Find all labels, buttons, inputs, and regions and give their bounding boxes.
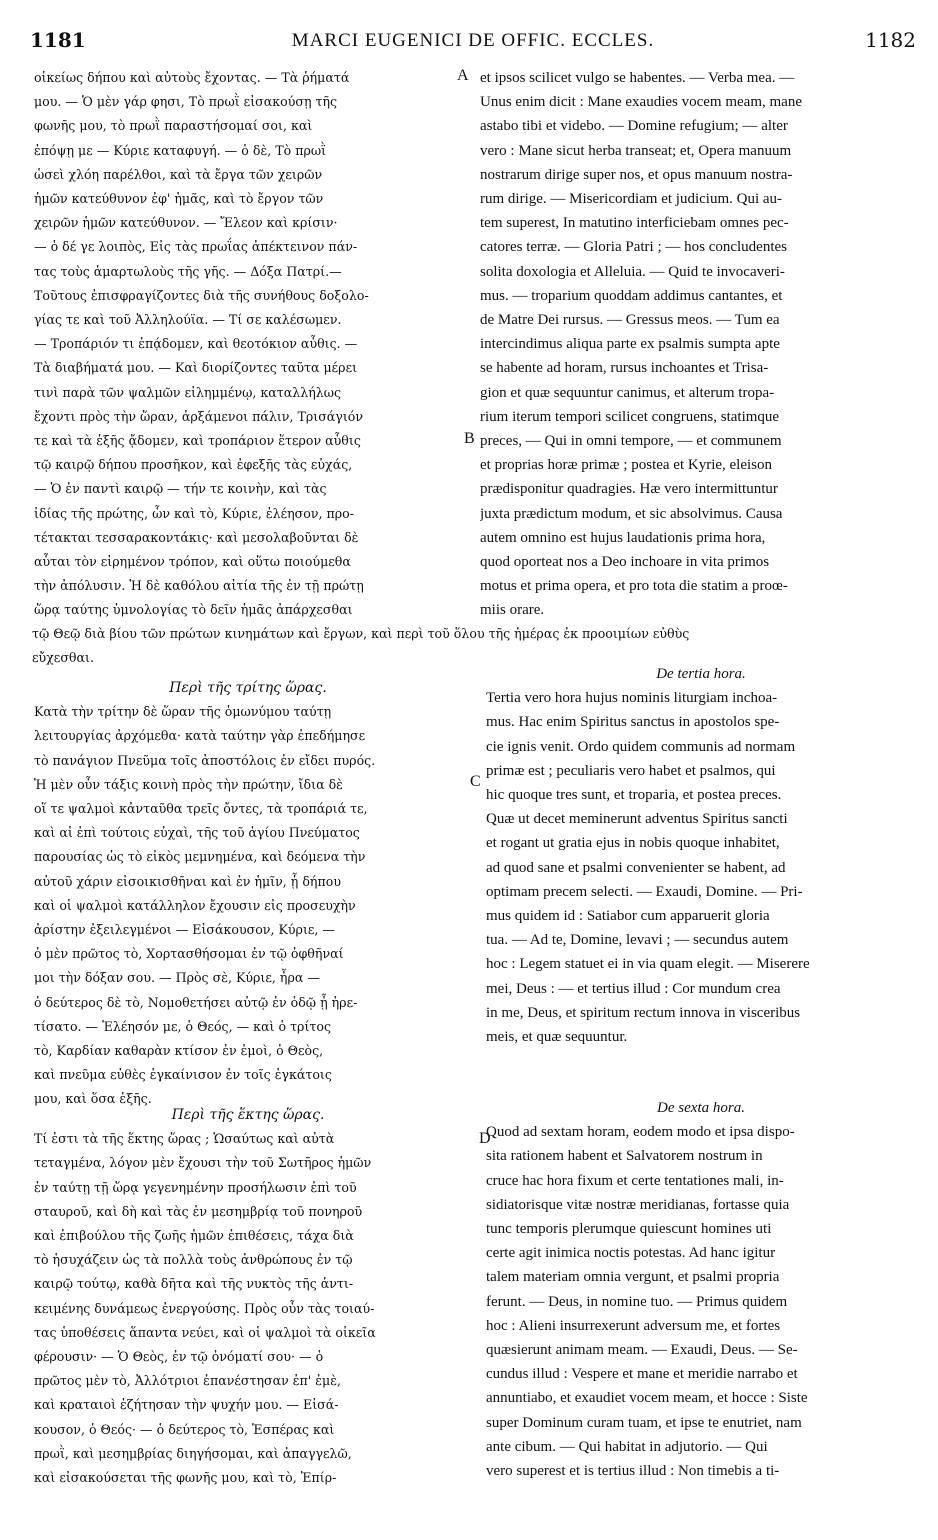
text-line: πρωῒ, καὶ μεσημβρίας διηγήσομαι, καὶ ἀπαγγελῶ,	[34, 1445, 352, 1461]
text-line: hoc : Legem statuet ei in via quam elegit. — Miserere	[486, 956, 810, 973]
text-line: miis orare.	[480, 602, 545, 619]
greek-column-top	[34, 66, 462, 623]
text-line: τας τοὺς ἁμαρτωλοὺς τῆς γῆς. — Δόξα Πατρί.—	[34, 263, 342, 279]
latin-tertia-heading: De tertia hora.	[656, 666, 746, 682]
text-line: de Matre Dei rursus. — Gressus meos. — Tum ea	[480, 312, 780, 329]
latin-sexta-section	[486, 1096, 916, 1483]
text-line: τῷ καιρῷ δήπου προσῆκον, καὶ ἐφεξῆς τὰς εὐχάς,	[34, 457, 353, 473]
text-line: et proprias horæ primæ ; postea et Kyrie, eleison	[480, 457, 773, 474]
text-line: κουσον, ὁ Θεός· — ὁ δεύτερος τὸ, Ἑσπέρας καὶ	[34, 1421, 335, 1437]
text-line: Τί ἐστι τὰ τῆς ἕκτης ὥρας ; Ὡσαύτως καὶ αὐτὰ	[34, 1131, 335, 1147]
text-line: τὴν ἀπόλυσιν. Ἡ δὲ καθόλου αἰτία τῆς ἐν τῇ πρώτῃ	[34, 578, 364, 594]
text-line: Κατὰ τὴν τρίτην δὲ ὥραν τῆς ὁμωνύμου ταύτῃ	[34, 704, 332, 720]
text-line: ad quod sane et psalmi convenienter se habent, ad	[486, 859, 786, 876]
greek-tertia-heading: Περὶ τῆς τρίτης ὥρας.	[169, 680, 327, 696]
text-line: et rogant ut gratia ejus in nobis quoque inhabitet,	[486, 835, 780, 852]
margin-letter-d: D	[479, 1130, 491, 1147]
text-line: Quod ad sextam horam, eodem modo et ipsa dispo-	[486, 1124, 795, 1141]
text-line: et ipsos scilicet vulgo se habentes. — Verba mea. —	[480, 70, 795, 86]
page-number-right: 1182	[865, 28, 916, 52]
text-line: tunc temporis plerumque quiescunt homines uti	[486, 1221, 772, 1238]
greek-sexta-heading: Περὶ τῆς ἕκτης ὥρας.	[171, 1107, 325, 1123]
text-line: φέρουσιν· — Ὁ Θεὸς, ἐν τῷ ὀνόματί σου· — ὁ	[34, 1349, 324, 1365]
text-line: cie ignis venit. Ordo quidem communis ad normam	[486, 738, 796, 755]
text-line: Quæ ut decet meminerunt adventus Spiritus sancti	[486, 811, 788, 828]
text-line: hic quoque tres sunt, et troparia, et postea preces.	[486, 787, 782, 804]
text-line: talem materiam omnia vergunt, et psalmi propria	[486, 1269, 780, 1286]
text-line: καιρῷ τούτῳ, καθὰ δῆτα καὶ τῆς νυκτὸς τῆς ἀντι-	[34, 1276, 354, 1292]
text-line: χειρῶν ἡμῶν κατεύθυνον. — Ἔλεον καὶ κρίσιν·	[34, 215, 338, 231]
text-line: primæ est ; peculiaris vero habet et psalmos, qui	[486, 762, 776, 779]
text-line: cundus illud : Vespere et mane et meridie narrabo et	[486, 1366, 798, 1383]
text-line: καὶ πνεῦμα εὐθὲς ἐγκαίνισον ἐν τοῖς ἐγκάτοις	[34, 1067, 332, 1083]
text-line: τὸ, Καρδίαν καθαρὰν κτίσον ἐν ἐμοὶ, ὁ Θεὸς,	[34, 1043, 324, 1059]
text-line: καὶ εἰσακούσεται τῆς φωνῆς μου, καὶ τὸ, Ἐπίρ-	[34, 1470, 337, 1486]
text-line: ὁ μὲν πρῶτος τὸ, Χορτασθήσομαι ἐν τῷ ὀφθῆναί	[34, 946, 344, 962]
text-line: γίας τε καὶ τοῦ Ἀλληλούϊα. — Τί σε καλέσωμεν.	[34, 312, 342, 328]
text-line: certe agit inimica noctis potestas. Ad hanc igitur	[486, 1245, 776, 1262]
text-line: οἵ τε ψαλμοὶ κἀνταῦθα τρεῖς ὄντες, τὰ τροπάριά τε,	[34, 801, 368, 817]
text-line: meis, et quæ sequuntur.	[486, 1029, 628, 1046]
text-line: — ὁ δέ γε λοιπὸς, Εἰς τὰς πρωΐας ἀπέκτεινον πάν-	[34, 239, 358, 255]
text-line: juxta prædictum modum, et sic absolvimus. Causa	[480, 505, 783, 522]
text-line: preces, — Qui in omni tempore, — et communem	[480, 433, 782, 450]
text-line: μου, καὶ ὅσα ἑξῆς.	[34, 1091, 152, 1107]
text-line: τὸ πανάγιον Πνεῦμα τοῖς ἀποστόλοις ἐν εἴδει πυρός.	[34, 752, 376, 768]
greek-tertia-body	[34, 700, 462, 1111]
text-line: τέτακται τεσσαρακοντάκις· καὶ μεσολαβοῦνται δὲ	[34, 529, 359, 545]
text-line: ἰδίας τῆς πρώτης, ὧν καὶ τὸ, Κύριε, ἐλέησον, προ-	[34, 505, 355, 521]
text-line: φωνῆς μου, τὸ πρωῒ παραστήσομαί σοι, καὶ	[34, 118, 313, 134]
text-line: τὸ ἡσυχάζειν ὡς τὰ πολλὰ τοὺς ἀνθρώπους ἐν τῷ	[34, 1252, 353, 1268]
text-line: Τοῦτους ἐπισφραγίζοντες διὰ τῆς συνήθους δοξολο-	[34, 287, 369, 303]
text-line: Tertia vero hora hujus nominis liturgiam inchoa-	[486, 690, 778, 707]
text-line: ἀρίστην ἐξειλεγμένοι — Εἰσάκουσον, Κύριε, —	[34, 922, 336, 938]
text-line: ἐν ταύτῃ τῇ ὥρᾳ γεγενημένην προσήλωσιν ἐπὶ τοῦ	[34, 1179, 357, 1195]
text-line: rum dirige. — Misericordiam et judicium. Qui au-	[480, 191, 783, 208]
text-line: καὶ οἱ ψαλμοὶ κατάλληλον ἔχουσιν εἰς προσευχὴν	[34, 897, 356, 913]
greek-full-line-end: εὔχεσθαι.	[32, 650, 94, 666]
text-line: ante cibum. — Qui habitat in adjutorio. — Qui	[486, 1438, 768, 1455]
text-line: vero : Mane sicut herba transeat; et, Opera manuum	[480, 142, 792, 159]
text-line: se habente ad horam, rursus inchoantes et Trisa-	[480, 360, 769, 377]
text-line: sita rationem habent et Salvatorem nostrum in	[486, 1148, 763, 1165]
text-line: τεταγμένα, λόγον μὲν ἔχουσι τὴν τοῦ Σωτῆρος ἡμῶν	[34, 1155, 372, 1171]
text-line: οἰκείως δήπου καὶ αὐτοὺς ἔχοντας. — Τὰ ῥήματά	[34, 70, 350, 85]
text-line: κειμένης δυνάμεως ἐνεργούσης. Πρὸς οὖν τὰς τοιαύ-	[34, 1300, 375, 1316]
text-line: τινὶ παρὰ τῶν ψαλμῶν εἰλημμένῳ, καταλλήλως	[34, 384, 342, 400]
text-line: astabo tibi et videbo. — Domine refugium; — alter	[480, 118, 788, 135]
text-line: καὶ αἱ ἐπὶ τούτοις εὐχαὶ, τῆς τοῦ ἁγίου Πνεύματος	[34, 825, 360, 841]
text-line: quæsierunt animam meam. — Exaudi, Deus. — Se-	[486, 1342, 798, 1359]
latin-tertia-body	[486, 686, 916, 1049]
text-line: sidiatorisque vitæ nostræ meridianas, fortasse quia	[486, 1196, 790, 1213]
margin-letter-c: C	[470, 773, 481, 790]
latin-column-top	[480, 66, 916, 623]
text-line: ἡμῶν κατεύθυνον ἐφ' ἡμᾶς, καὶ τὸ ἔργον τῶν	[34, 191, 324, 207]
text-line: μου. — Ὁ μὲν γάρ φησι, Τὸ πρωῒ εἰσακούσῃ τῆς	[34, 94, 338, 110]
latin-sexta-body	[486, 1120, 916, 1483]
text-line: μοι τὴν δόξαν σου. — Πρὸς σὲ, Κύριε, ἦρα —	[34, 970, 320, 986]
text-line: nostrarum dirige super nos, et opus manuum nostra-	[480, 166, 793, 183]
text-line: πρῶτος μὲν τὸ, Ἀλλότριοι ἐπανέστησαν ἐπ' ἐμὲ,	[34, 1373, 341, 1389]
greek-sexta-body	[34, 1127, 462, 1490]
text-line: motus et prima opera, et pro tota die statim a proœ-	[480, 578, 788, 595]
running-header	[30, 28, 916, 58]
text-line: ἐπόψῃ με — Κύριε καταφυγή. — ὁ δὲ, Τὸ πρωῒ	[34, 142, 327, 158]
text-line: ferunt. — Deus, in nomine tuo. — Primus quidem	[486, 1293, 788, 1310]
text-line: ὡσεὶ χλόη παρέλθοι, καὶ τὰ ἔργα τῶν χειρῶν	[34, 166, 323, 182]
greek-tertia-section	[34, 676, 462, 1112]
greek-sexta-section	[34, 1103, 462, 1490]
text-line: tem superest, In matutino interficiebam omnes pec-	[480, 215, 789, 232]
text-line: vero superest et is tertius illud : Non timebis a ti-	[486, 1463, 780, 1480]
text-line: καὶ κραταιοὶ ἐζήτησαν τὴν ψυχήν μου. — Εἰσά-	[34, 1397, 339, 1413]
page-number-left: 1181	[30, 28, 86, 52]
text-line: καὶ ἐπιβούλου τῆς ζωῆς ἡμῶν ἐπιθέσεις, τάχα διὰ	[34, 1228, 354, 1244]
text-line: τας ὑποθέσεις ἅπαντα νεύει, καὶ οἱ ψαλμοὶ τὰ οἰκεῖα	[34, 1324, 376, 1340]
text-line: gion et quæ sequuntur canimus, et alterum tropa-	[480, 384, 775, 401]
text-line: ὁ δεύτερος δὲ τὸ, Νομοθετήσει αὐτῷ ἐν ὁδῷ ᾗ ἡρε-	[34, 994, 358, 1010]
running-title: MARCI EUGENICI DE OFFIC. ECCLES.	[291, 30, 655, 51]
text-line: — Ὁ ἐν παντὶ καιρῷ — τήν τε κοινὴν, καὶ τὰς	[34, 481, 327, 497]
text-line: τίσατο. — Ἐλέησόν με, ὁ Θεός, — καὶ ὁ τρίτος	[34, 1018, 331, 1034]
text-line: ὥρᾳ ταύτης ὑμνολογίας τὸ δεῖν ἡμᾶς ἀπάρχεσθαι	[34, 602, 353, 618]
text-line: intercindimus aliqua parte ex psalmis sumpta apte	[480, 336, 780, 353]
text-line: solita doxologia et Alleluia. — Quid te invocaveri-	[480, 263, 785, 280]
text-line: annuntiabo, et exaudiet vocem meam, et hocce : Siste	[486, 1390, 808, 1407]
margin-letter-b: B	[464, 430, 475, 447]
text-line: mus. — troparium quoddam addimus cantantes, et	[480, 287, 783, 304]
text-line: quod oporteat nos a Deo inchoare in vita primos	[480, 554, 770, 571]
text-line: hoc : Alieni insurrexerunt adversum me, et fortes	[486, 1317, 781, 1334]
text-line: — Τροπάριόν τι ἐπᾴδομεν, καὶ θεοτόκιον αὖθις. —	[34, 336, 358, 352]
text-line: αὗται τὸν εἰρημένον τρόπον, καὶ οὕτω ποιούμεθα	[34, 554, 351, 570]
margin-letter-a: A	[457, 67, 469, 84]
text-line: optimam precem selecti. — Exaudi, Domine. — Pri-	[486, 883, 803, 900]
text-line: prædisponitur quadragies. Hæ vero intermittuntur	[480, 481, 778, 498]
text-line: tua. — Ad te, Domine, levavi ; — secundus autem	[486, 932, 789, 949]
text-line: mei, Deus : — et tertius illud : Cor mundum crea	[486, 980, 781, 997]
text-line: αὐτοῦ χάριν εἰσοικισθῆναι καὶ ἐν ἡμῖν, ᾗ δήπου	[34, 873, 341, 889]
text-line: Ἡ μὲν οὖν τάξις κοινὴ πρὸς τὴν πρώτην, ἴδια δὲ	[34, 776, 343, 792]
text-line: τε καὶ τὰ ἑξῆς ᾄδομεν, καὶ τροπάριον ἕτερον αὖθις	[34, 433, 361, 449]
text-line: Τὰ διαβήματά μου. — Καὶ διορίζοντες ταῦτα μέρει	[34, 360, 358, 376]
text-line: rium iterum tempori scilicet congruens, statimque	[480, 408, 780, 425]
text-line: catores terræ. — Gloria Patri ; — hos concludentes	[480, 239, 788, 256]
text-line: λειτουργίας ἀρχόμεθα· κατὰ ταύτην γὰρ ἐπεδήμησε	[34, 728, 366, 744]
text-line: in me, Deus, et spiritum rectum innova in visceribus	[486, 1004, 801, 1021]
latin-sexta-heading: De sexta hora.	[657, 1100, 745, 1116]
text-line: cruce hac hora fixum et certe tentationes mali, in-	[486, 1172, 784, 1189]
text-line: mus. Hac enim Spiritus sanctus in apostolos spe-	[486, 714, 780, 731]
latin-tertia-section	[486, 662, 916, 1049]
text-line: super Dominum curam tuam, et ipse te enutriet, nam	[486, 1414, 802, 1431]
text-line: autem omnino est hujus laudationis prima hora,	[480, 529, 766, 546]
text-line: Unus enim dicit : Mane exaudies vocem meam, mane	[480, 94, 802, 111]
text-line: παρουσίας ὡς τὸ εἰκὸς μεμνημένα, καὶ δεόμενα τὴν	[34, 849, 366, 865]
text-line: σταυροῦ, καὶ δὴ καὶ τὰς ἐν μεσημβρίᾳ τοῦ πονηροῦ	[34, 1203, 363, 1219]
text-line: ἔχοντι πρὸς τὴν ὥραν, ἀρξάμενοι πάλιν, Τρισάγιόν	[34, 408, 364, 424]
text-line: mus quidem id : Satiabor cum apparuerit gloria	[486, 908, 770, 925]
greek-full-line: τῷ Θεῷ διὰ βίου τῶν πρώτων κινημάτων καὶ ἔργων, καὶ περὶ τοῦ ὅλου τῆς ἡμέρας ἐκ προοιμίων εὐθὺς	[32, 626, 690, 641]
